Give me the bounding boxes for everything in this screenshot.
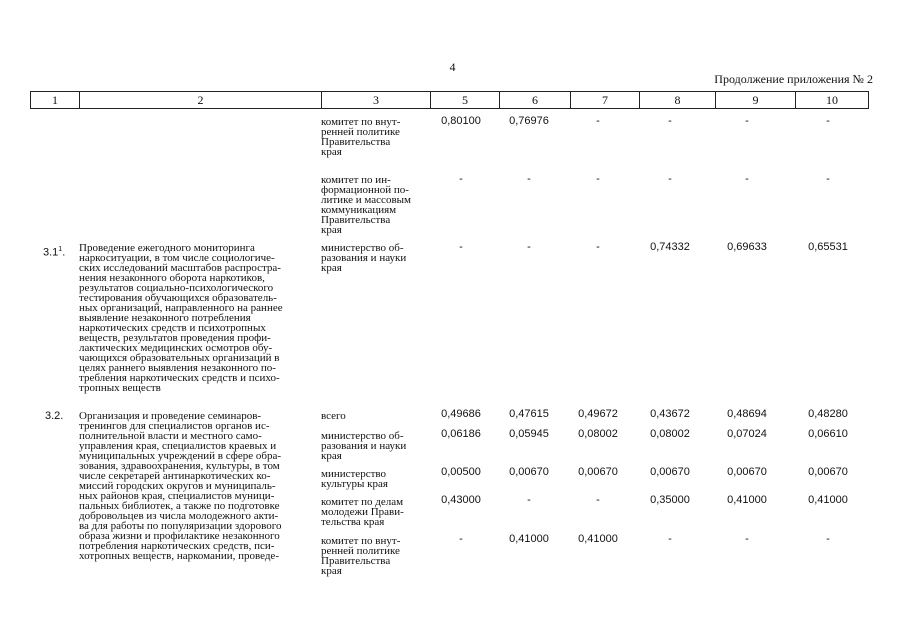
value-cell: 0,49672 [578, 408, 618, 420]
value-cell: - [527, 173, 531, 185]
value-cell: 0,08002 [578, 428, 618, 440]
value-cell: 0,00670 [650, 466, 690, 478]
header-col-7: 7 [571, 92, 640, 109]
value-cell: - [826, 533, 830, 545]
value-cell: 0,43672 [650, 408, 690, 420]
value-cell: 0,74332 [650, 241, 690, 253]
value-cell: - [459, 173, 463, 185]
value-cell: 0,49686 [441, 408, 481, 420]
page-number: 4 [449, 60, 456, 74]
value-cell: 0,80100 [441, 115, 481, 127]
value-cell: 0,65531 [808, 241, 848, 253]
executor-name: комитет по внут- ренней политике Правительства края [321, 535, 401, 577]
value-cell: 0,00670 [509, 466, 549, 478]
value-cell: 0,00500 [441, 466, 481, 478]
value-cell: 0,35000 [650, 494, 690, 506]
value-cell: - [596, 173, 600, 185]
value-cell: 0,08002 [650, 428, 690, 440]
value-cell: 0,00670 [578, 466, 618, 478]
executor-name: всего [321, 410, 346, 422]
value-cell: - [745, 173, 749, 185]
value-cell: - [596, 115, 600, 127]
value-cell: 0,43000 [441, 494, 481, 506]
header-col-10: 10 [796, 92, 869, 109]
value-cell: 0,41000 [578, 533, 618, 545]
value-cell: 0,48280 [808, 408, 848, 420]
value-cell: - [596, 494, 600, 506]
activity-description: Проведение ежегодного мониторинга наркоситуации, в том числе социологиче- ских исследований масштабов распростра- нения незаконного оборота наркотиков, результатов социально-психологического тестирования обучающихся образователь- ных организаций, направленного на раннее выявление незаконного потребления наркотических средств и психотропных веществ, результатов проведения профи- лактических медицинских осмотров обу- чающихся образовательных организаций в целях раннего выявления незаконного по- требления наркотических средств и психо- тропных веществ [79, 242, 283, 394]
value-cell: 0,07024 [727, 428, 767, 440]
continuation-label: Продолжение приложения № 2 [714, 72, 873, 86]
value-cell: 0,41000 [727, 494, 767, 506]
value-cell: - [459, 241, 463, 253]
header-col-3: 3 [322, 92, 431, 109]
executor-name: министерство об- разования и науки края [321, 242, 407, 274]
executor-name: министерство об- разования и науки края [321, 430, 407, 462]
value-cell: 0,00670 [808, 466, 848, 478]
value-cell: - [826, 115, 830, 127]
value-cell: - [668, 115, 672, 127]
value-cell: 0,47615 [509, 408, 549, 420]
value-cell: 0,05945 [509, 428, 549, 440]
activity-description: Организация и проведение семинаров- тренингов для специалистов органов ис- полнительной власти и местного само- управления края, специалистов краевых и муниципальных учреждений в сфере обра- зования, здравоохранения, культуры, в том числе секретарей антинаркотических ко- миссий городских округов и муниципаль- ных районов края, специалистов муници- пальных библиотек, а также по подготовке добровольцев из числа молодежного акти- ва для работы по популяризации здорового образа жизни и профилактике незаконного потребления наркотических средств, пси- хотропных веществ, наркомании, проведе- [79, 410, 282, 562]
header-col-1: 1 [31, 92, 80, 109]
row-number: $3.1^1$. [43, 246, 66, 259]
header-row [31, 92, 869, 109]
executor-name: комитет по делам молодежи Прави- тельства края [321, 496, 404, 528]
value-cell: - [527, 241, 531, 253]
row-number: 3.2. [45, 410, 64, 422]
column-header-table [30, 91, 869, 109]
value-cell: - [668, 173, 672, 185]
header-col-6: 6 [500, 92, 571, 109]
value-cell: 0,41000 [808, 494, 848, 506]
value-cell: - [745, 115, 749, 127]
value-cell: 0,06610 [808, 428, 848, 440]
executor-name: министерство культуры края [321, 468, 388, 490]
header-col-2: 2 [80, 92, 322, 109]
value-cell: 0,41000 [509, 533, 549, 545]
header-col-5: 5 [431, 92, 500, 109]
value-cell: - [596, 241, 600, 253]
value-cell: - [527, 494, 531, 506]
value-cell: - [668, 533, 672, 545]
value-cell: - [745, 533, 749, 545]
value-cell: 0,48694 [727, 408, 767, 420]
value-cell: - [826, 173, 830, 185]
value-cell: 0,00670 [727, 466, 767, 478]
executor-name: комитет по ин- формационной по- литике и массовым коммуникациям Правительства края [321, 174, 411, 236]
header-col-8: 8 [640, 92, 716, 109]
value-cell: 0,06186 [441, 428, 481, 440]
value-cell: - [459, 533, 463, 545]
executor-name: комитет по внут- ренней политике Правительства края [321, 116, 401, 158]
header-col-9: 9 [716, 92, 796, 109]
value-cell: 0,76976 [509, 115, 549, 127]
value-cell: 0,69633 [727, 241, 767, 253]
